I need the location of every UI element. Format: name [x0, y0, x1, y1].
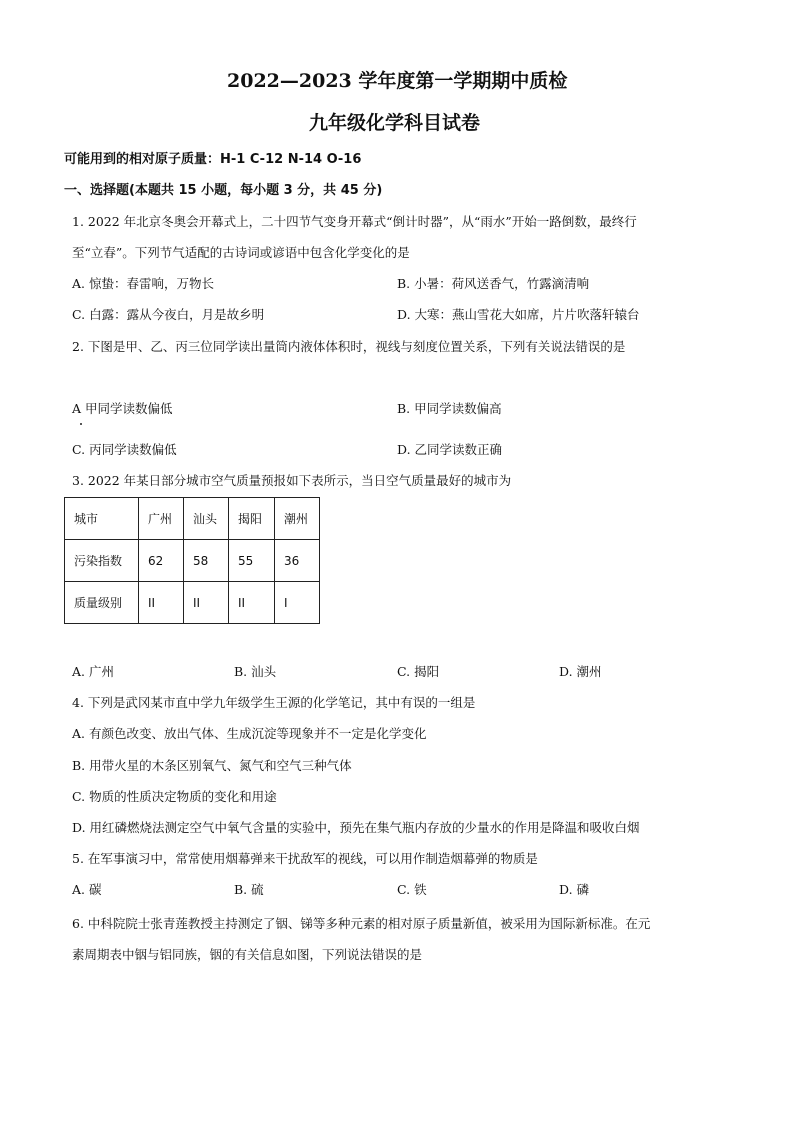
table-cell: 36: [275, 540, 320, 582]
q1-option-d: D. 大寒：燕山雪花大如席，片片吹落轩辕台: [397, 307, 640, 322]
q3-option-a: A. 广州: [72, 664, 114, 679]
table-cell: 58: [184, 540, 229, 582]
page-subtitle: 九年级化学科目试卷: [309, 112, 481, 134]
table-cell: 污染指数: [65, 540, 139, 582]
q2-option-b: B. 甲同学读数偏高: [397, 401, 502, 416]
q3-option-c: C. 揭阳: [397, 664, 440, 679]
q5-option-a: A. 碳: [72, 882, 102, 897]
q6-stem-line1: 6. 中科院院士张青莲教授主持测定了铟、锑等多种元素的相对原子质量新值，被采用为国际新标准。在元: [72, 916, 651, 931]
table-header-cell: 潮州: [275, 498, 320, 540]
q5-option-d: D. 磷: [559, 882, 590, 897]
q2-option-c: C. 丙同学读数偏低: [72, 442, 177, 457]
air-quality-table: [64, 497, 320, 624]
q2-option-d: D. 乙同学读数正确: [397, 442, 503, 457]
q4-option-a: A. 有颜色改变、放出气体、生成沉淀等现象并不一定是化学变化: [72, 726, 427, 741]
q1-stem-line1: 1. 2022 年北京冬奥会开幕式上，二十四节气变身开幕式“倒计时器”，从“雨水”开始一路倒数，最终行: [72, 214, 637, 229]
table-cell: 62: [139, 540, 184, 582]
table-header-cell: 揭阳: [229, 498, 275, 540]
stray-dot: [80, 423, 82, 425]
q4-stem: 4. 下列是武冈某市直中学九年级学生王源的化学笔记，其中有误的一组是: [72, 695, 476, 710]
table-cell: 质量级别: [65, 582, 139, 624]
atomic-masses-note: 可能用到的相对原子质量：H-1 C-12 N-14 O-16: [64, 152, 362, 167]
table-cell: 55: [229, 540, 275, 582]
table-row: [65, 498, 320, 540]
q3-option-b: B. 汕头: [234, 664, 277, 679]
q5-option-c: C. 铁: [397, 882, 427, 897]
table-cell: I: [275, 582, 320, 624]
table-row: [65, 540, 320, 582]
table-header-cell: 城市: [65, 498, 139, 540]
q5-stem: 5. 在军事演习中，常常使用烟幕弹来干扰敌军的视线，可以用作制造烟幕弹的物质是: [72, 851, 538, 866]
q4-option-d: D. 用红磷燃烧法测定空气中氧气含量的实验中，预先在集气瓶内存放的少量水的作用是降温和吸收白烟: [72, 820, 640, 835]
q1-stem-line2: 至“立春”。下列节气适配的古诗词或谚语中包含化学变化的是: [72, 245, 410, 260]
table-row: [65, 582, 320, 624]
q1-option-b: B. 小暑：荷风送香气，竹露滴清响: [397, 276, 590, 291]
q1-option-c: C. 白露：露从今夜白，月是故乡明: [72, 307, 265, 322]
section-heading: 一、选择题(本题共 15 小题，每小题 3 分，共 45 分): [64, 183, 383, 198]
table-cell: II: [139, 582, 184, 624]
q6-stem-line2: 素周期表中铟与铝同族，铟的有关信息如图，下列说法错误的是: [72, 947, 423, 962]
table-cell: II: [229, 582, 275, 624]
q5-option-b: B. 硫: [234, 882, 264, 897]
q4-option-b: B. 用带火星的木条区别氧气、氮气和空气三种气体: [72, 758, 352, 773]
table-header-cell: 广州: [139, 498, 184, 540]
q3-option-d: D. 潮州: [559, 664, 602, 679]
q4-option-c: C. 物质的性质决定物质的变化和用途: [72, 789, 277, 804]
table-cell: II: [184, 582, 229, 624]
table-header-cell: 汕头: [184, 498, 229, 540]
q1-option-a: A. 惊蛰：春雷响，万物长: [72, 276, 214, 291]
q2-stem: 2. 下图是甲、乙、丙三位同学读出量筒内液体体积时，视线与刻度位置关系，下列有关说法错误的是: [72, 339, 626, 354]
page-title: 2022—2023 学年度第一学期期中质检: [227, 70, 568, 92]
q2-option-a: A 甲同学读数偏低: [72, 401, 173, 416]
q3-stem: 3. 2022 年某日部分城市空气质量预报如下表所示，当日空气质量最好的城市为: [72, 473, 512, 488]
